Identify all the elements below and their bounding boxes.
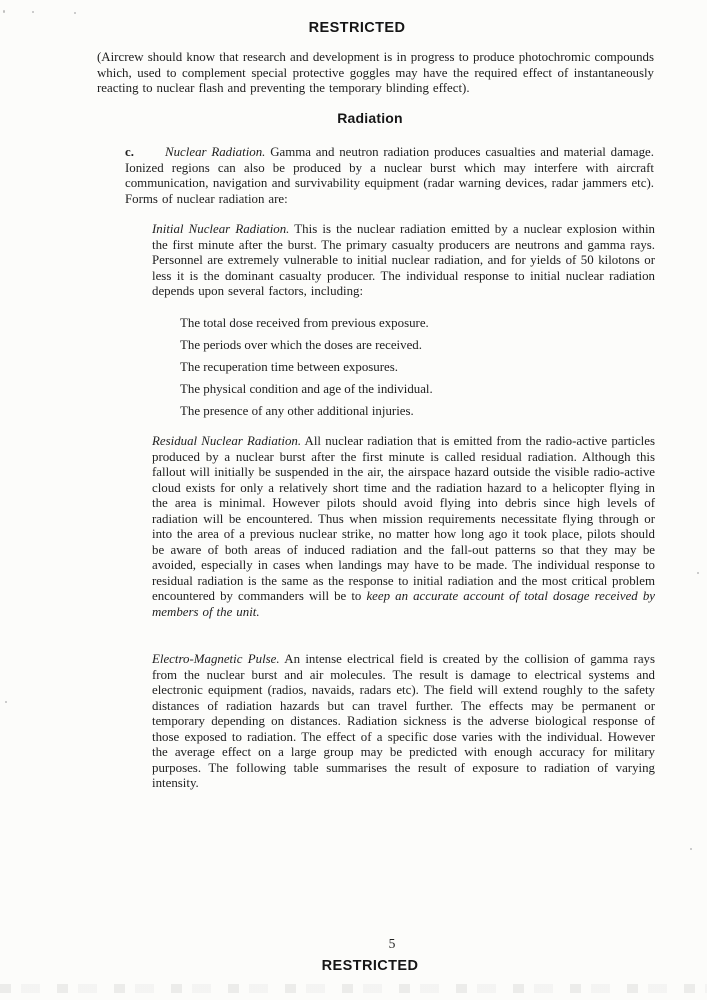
paragraph-electro-magnetic-pulse <box>152 652 655 792</box>
text-segment: Nuclear Radiation. <box>165 145 266 159</box>
scan-speck <box>5 701 7 703</box>
paragraph-intro-photochromic <box>97 50 654 97</box>
scan-speck <box>32 11 34 13</box>
text-segment: Residual Nuclear Radiation. <box>152 434 302 448</box>
text-segment: c. <box>125 145 134 159</box>
scan-speck <box>74 12 76 14</box>
classification-banner-bottom: RESTRICTED <box>321 958 419 974</box>
classification-banner-top: RESTRICTED <box>308 20 406 36</box>
text-segment: (Aircrew should know that research and development is in progress to produce photochromic compounds which, used to complement special protective goggles may have the required effect of instantaneously reacting to nuclear flash and preventing the temporary blinding effect). <box>97 50 654 95</box>
scan-speck <box>697 572 699 574</box>
list-item: The presence of any other additional injuries. <box>180 404 414 418</box>
text-segment: An intense electrical field is created by the collision of gamma rays from the nuclear burst and air molecules. The result is damage to electrical systems and electronic equipment (radios, navaids, radars etc). The field will extend roughly to the safety distances of radiation hazards but can travel further. The effects may be permanent or temporary depending on distances. Radiation sickness is the adverse biological response of those exposed to radiation. The effect of a specific dose varies with the individual. However the average effect on a large group may be predicted with enough accuracy for military purposes. The following table summarises the result of exposure to radiation of varying intensity. <box>152 652 655 790</box>
paragraph-residual-nuclear-radiation <box>152 434 655 620</box>
scan-speck <box>3 10 5 13</box>
paragraph-c-nuclear-radiation <box>125 145 654 207</box>
text-segment: keep an accurate account of total dosage received by members of the unit. <box>152 589 655 619</box>
page-number: 5 <box>388 936 396 951</box>
text-segment: This is the nuclear radiation emitted by a nuclear explosion within the first minute after the burst. The primary casualty producers are neutrons and gamma rays. Personnel are extremely vulnerable to initial nuclear radiation, and for yields of 50 kilotons or less it is the dominant casualty producer. The individual response to initial nuclear radiation depends upon several factors, including: <box>152 222 655 298</box>
text-segment: Electro-Magnetic Pulse. <box>152 652 280 666</box>
paragraph-initial-nuclear-radiation <box>152 222 655 300</box>
text-segment: Initial Nuclear Radiation. <box>152 222 290 236</box>
text-segment: Gamma and neutron radiation produces casualties and material damage. Ionized regions can also be produced by a nuclear burst which may interfere with aircraft communication, navigation and survivability equipment (radar warning devices, radar jammers etc). Forms of nuclear radiation are: <box>125 145 654 206</box>
scan-speck <box>690 848 692 850</box>
list-item: The periods over which the doses are received. <box>180 338 422 352</box>
list-item: The recuperation time between exposures. <box>180 360 398 374</box>
section-heading-radiation: Radiation <box>337 110 403 126</box>
text-segment: All nuclear radiation that is emitted from the radio-active particles produced by a nuclear burst after the first minute is called residual radiation. Although this fallout will initially be suspended in the air, the airspace hazard outside the visible radio-active cloud exists for only a relatively short time and the radiation hazard to a helicopter flying in the area is minimal. However pilots should avoid flying into debris since high levels of radiation will be encountered. Thus when mission requirements necessitate flying through or into the area of a previous nuclear strike, no matter how long ago it took place, pilots should be aware of both areas of induced radiation and the fall-out patterns so that they may be avoided, especially in cases when landings may have to be made. The individual response to residual radiation is the same as the response to initial radiation and the most critical problem encountered by commanders will be to <box>152 434 655 603</box>
scan-noise-band <box>0 984 707 993</box>
list-item: The physical condition and age of the individual. <box>180 382 433 396</box>
list-item: The total dose received from previous exposure. <box>180 316 429 330</box>
factors-list <box>180 316 620 426</box>
